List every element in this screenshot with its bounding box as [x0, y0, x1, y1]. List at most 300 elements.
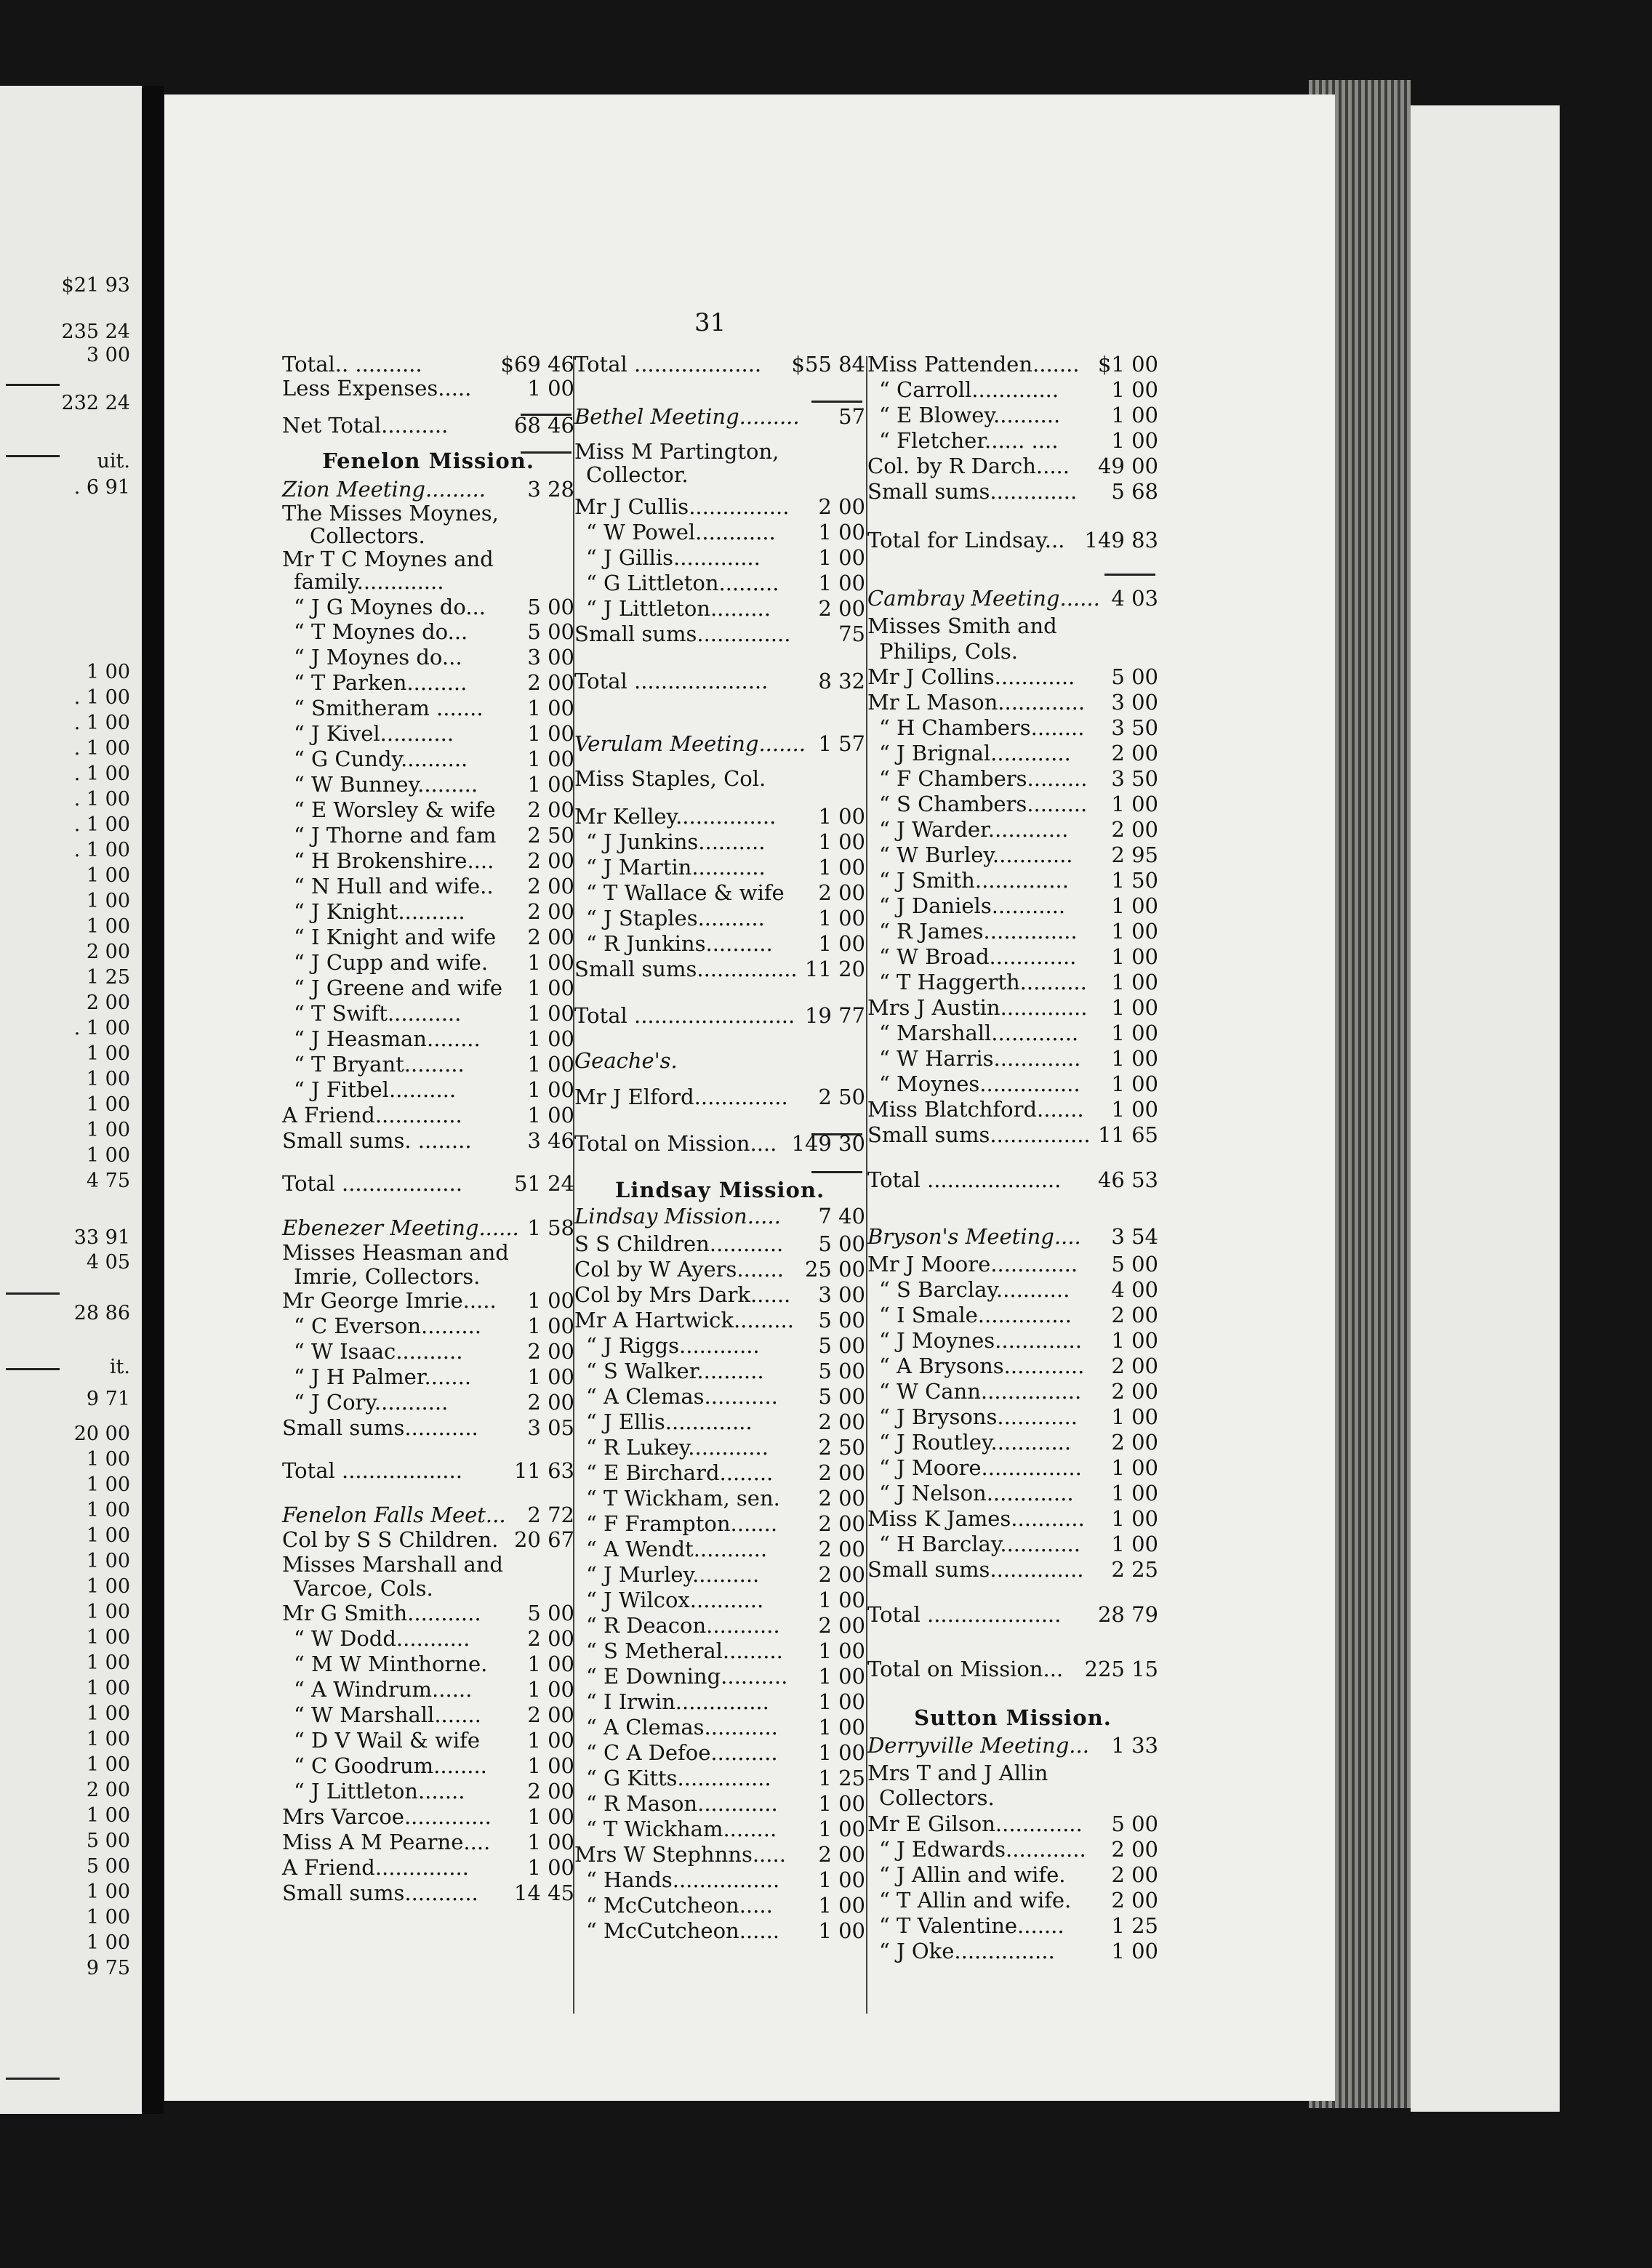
ledger-row — [574, 767, 865, 791]
entry-amount: 2 00 — [527, 848, 574, 873]
ledger-row — [867, 1889, 1158, 1913]
entry-label: “ J Murley.......... — [586, 1562, 760, 1587]
ledger-row — [282, 1856, 574, 1880]
ledger-row — [282, 414, 574, 438]
left-fragment-row — [0, 1576, 142, 1598]
ledger-row — [282, 502, 574, 526]
entry-amount: 1 00 — [527, 976, 574, 1000]
ledger-row — [574, 1792, 865, 1816]
left-fragment-text: 1 00 — [86, 1524, 130, 1547]
left-fragment-text: 1 00 — [86, 1626, 130, 1649]
total-rule — [811, 401, 862, 403]
ledger-row — [574, 1283, 865, 1307]
book-gutter — [142, 86, 164, 2114]
entry-amount: 19 77 — [804, 1003, 865, 1028]
entry-label: “ J Heasman........ — [294, 1026, 481, 1051]
ledger-row — [574, 1894, 865, 1918]
entry-amount: 2 00 — [527, 1779, 574, 1803]
entry-amount: 1 00 — [527, 1288, 574, 1313]
ledger-row — [282, 570, 574, 594]
entry-label: “ I Knight and wife — [294, 925, 497, 949]
entry-amount: 1 50 — [1111, 868, 1158, 893]
ledger-row — [867, 1558, 1158, 1582]
entry-label: “ E Blowey.......... — [879, 403, 1061, 427]
entry-amount: 2 25 — [1111, 1557, 1158, 1582]
ledger-row — [867, 454, 1158, 478]
left-fragment-text: 2 00 — [86, 941, 130, 963]
entry-label: “ S Walker.......... — [586, 1359, 764, 1383]
entry-amount: 2 00 — [527, 925, 574, 949]
entry-amount: 5 68 — [1111, 479, 1158, 504]
entry-label: Mr A Hartwick......... — [574, 1308, 794, 1332]
left-fragment-text: 1 00 — [86, 1448, 130, 1471]
entry-label: “ J Greene and wife — [294, 976, 503, 1000]
entry-label: Miss Staples, Col. — [574, 766, 766, 791]
entry-label: Total.. .......... — [282, 352, 422, 377]
entry-amount: 5 00 — [527, 1601, 574, 1625]
entry-amount: 1 00 — [818, 906, 865, 930]
ledger-row — [867, 429, 1158, 453]
ledger-row — [282, 1601, 574, 1625]
ledger-row — [282, 874, 574, 898]
ledger-row — [574, 1919, 865, 1943]
entry-label: “ W Harris............. — [879, 1046, 1081, 1071]
ledger-row — [282, 547, 574, 571]
left-fragment-row — [0, 1881, 142, 1903]
entry-amount: 1 00 — [818, 855, 865, 880]
left-fragment-text: 235 24 — [61, 321, 130, 343]
left-rule — [6, 1368, 60, 1370]
entry-label: “ J Warder............ — [879, 817, 1069, 842]
left-fragment-text: 1 00 — [86, 915, 130, 938]
entry-label: Collectors. — [879, 1785, 995, 1810]
entry-label: “ J Thorne and fam — [294, 823, 497, 848]
entry-label: “ J Staples.......... — [586, 906, 765, 930]
entry-label: “ S Barclay........... — [879, 1277, 1070, 1302]
entry-amount: 46 53 — [1097, 1167, 1158, 1192]
entry-label: Total ........................ — [574, 1003, 795, 1028]
entry-label: “ I Irwin.............. — [586, 1689, 769, 1714]
ledger-row — [282, 353, 574, 377]
entry-label: Miss A M Pearne.... — [282, 1830, 491, 1854]
left-fragment-text: uit. — [97, 450, 130, 472]
left-fragment-text: 28 86 — [73, 1302, 130, 1324]
section-heading — [282, 449, 574, 473]
ledger-row — [867, 894, 1158, 918]
entry-amount: 2 00 — [1111, 817, 1158, 842]
ledger-row — [282, 1652, 574, 1676]
entry-amount: 2 00 — [527, 1626, 574, 1651]
entry-amount: 1 00 — [818, 804, 865, 829]
entry-amount: 1 00 — [818, 571, 865, 595]
ledger-row — [282, 1754, 574, 1778]
left-fragment-text: 1 00 — [86, 864, 130, 887]
ledger-row — [867, 1863, 1158, 1887]
ledger-row — [282, 1365, 574, 1389]
ledger-row — [867, 1072, 1158, 1096]
entry-label: “ T Wallace & wife — [586, 880, 785, 905]
entry-label: A Friend............. — [282, 1103, 462, 1127]
ledger-row — [867, 945, 1158, 969]
ledger-row — [574, 1614, 865, 1638]
entry-label: Fenelon Falls Meet... — [282, 1503, 506, 1527]
entry-label: Mrs J Austin............. — [867, 995, 1088, 1020]
left-fragment-row — [0, 687, 142, 709]
ledger-row — [574, 1487, 865, 1511]
ledger-row — [867, 767, 1158, 791]
left-fragment-text: 1 00 — [86, 1728, 130, 1750]
entry-label: “ J Brysons............ — [879, 1404, 1078, 1429]
entry-amount: 57 — [838, 404, 865, 429]
ledger-row — [574, 732, 865, 756]
entry-amount: 1 58 — [527, 1215, 574, 1240]
entry-label: “ W Burley............ — [879, 843, 1073, 867]
ledger-row — [574, 1563, 865, 1587]
left-fragment-text: $21 93 — [61, 274, 130, 297]
ledger-row — [574, 520, 865, 544]
ledger-row — [282, 1078, 574, 1102]
entry-amount: 5 00 — [527, 595, 574, 619]
ledger-row — [282, 900, 574, 924]
entry-amount: 1 00 — [1111, 1481, 1158, 1505]
left-fragment-row — [0, 916, 142, 938]
entry-amount: 1 00 — [1111, 428, 1158, 453]
ledger-row — [574, 856, 865, 880]
left-fragment-text: 1 00 — [86, 1652, 130, 1674]
entry-label: “ J Cupp and wife. — [294, 950, 489, 975]
entry-amount: 1 00 — [527, 1855, 574, 1880]
entry-amount: 5 00 — [818, 1231, 865, 1256]
left-rule — [6, 1292, 60, 1295]
ledger-column-1 — [282, 353, 574, 2039]
entry-amount: 2 00 — [1111, 1862, 1158, 1887]
entry-label: Philips, Cols. — [879, 639, 1018, 664]
entry-label: “ R Lukey............ — [586, 1435, 769, 1460]
left-fragment-row — [0, 1780, 142, 1801]
left-fragment-text: 5 00 — [86, 1830, 130, 1852]
left-fragment-row — [0, 1830, 142, 1852]
entry-label: “ J Allin and wife. — [879, 1862, 1066, 1887]
ledger-column-3 — [867, 353, 1158, 2039]
left-fragment-row — [0, 789, 142, 811]
entry-amount: 1 00 — [1111, 1097, 1158, 1122]
ledger-row — [282, 925, 574, 949]
page-number: 31 — [694, 308, 726, 337]
left-fragment-text: 1 00 — [86, 1093, 130, 1116]
entry-amount: 1 00 — [527, 1364, 574, 1389]
ledger-row — [867, 716, 1158, 740]
entry-amount: 2 00 — [1111, 1379, 1158, 1404]
entry-label: “ H Barclay............ — [879, 1532, 1080, 1556]
entry-label: family............. — [294, 569, 444, 594]
ledger-row — [867, 640, 1158, 664]
entry-label: Small sums........... — [282, 1881, 478, 1905]
entry-amount: 5 00 — [1111, 1811, 1158, 1836]
entry-amount: 49 00 — [1097, 454, 1158, 478]
entry-amount: 1 00 — [527, 1026, 574, 1051]
entry-label: Miss Blatchford....... — [867, 1097, 1084, 1122]
left-fragment-text: 232 24 — [61, 392, 130, 414]
ledger-row — [867, 1812, 1158, 1836]
entry-amount: 2 00 — [527, 874, 574, 898]
entry-amount: 3 50 — [1111, 766, 1158, 791]
left-fragment-row — [0, 890, 142, 912]
total-rule — [811, 1171, 862, 1173]
entry-amount: $69 46 — [500, 352, 574, 377]
ledger-row — [867, 1456, 1158, 1480]
entry-label: Mr J Collins............ — [867, 664, 1075, 689]
left-fragment-text: 1 00 — [86, 1042, 130, 1065]
adjacent-page-fragment — [0, 86, 142, 2114]
entry-label: Geache's. — [574, 1048, 678, 1073]
entry-amount: 8 32 — [818, 669, 865, 693]
entry-amount: 1 00 — [527, 376, 574, 401]
entry-amount: 1 00 — [1111, 1046, 1158, 1071]
entry-amount: 3 28 — [527, 477, 574, 502]
entry-label: The Misses Moynes, — [282, 501, 499, 526]
entry-label: “ W Isaac.......... — [294, 1339, 463, 1364]
entry-amount: 2 00 — [527, 670, 574, 695]
entry-amount: 1 00 — [1111, 893, 1158, 918]
entry-amount: 1 00 — [527, 696, 574, 720]
left-fragment-text: 4 05 — [86, 1251, 130, 1274]
entry-label: “ N Hull and wife.. — [294, 874, 494, 898]
ledger-row — [574, 597, 865, 621]
entry-amount: 1 00 — [818, 1689, 865, 1714]
ledger-row — [574, 1690, 865, 1714]
ledger-row — [867, 1838, 1158, 1862]
entry-label: Small sums............... — [867, 1122, 1091, 1147]
entry-amount: 5 00 — [1111, 1252, 1158, 1276]
left-fragment-row — [0, 1145, 142, 1167]
entry-amount: 2 00 — [818, 1410, 865, 1434]
entry-label: “ E Downing.......... — [586, 1664, 788, 1689]
entry-amount: 1 00 — [527, 1103, 574, 1127]
entry-label: “ J Brignal............ — [879, 741, 1071, 765]
entry-amount: 2 00 — [818, 596, 865, 621]
mission-heading: Lindsay Mission. — [614, 1178, 825, 1202]
left-fragment-row — [0, 1252, 142, 1274]
left-fragment-row — [0, 1388, 142, 1410]
entry-label: “ J Daniels........... — [879, 893, 1066, 918]
entry-label: Miss Pattenden....... — [867, 352, 1080, 377]
left-fragment-row — [0, 1729, 142, 1750]
ledger-row — [867, 869, 1158, 893]
ledger-row — [574, 805, 865, 829]
entry-amount: 51 24 — [513, 1171, 574, 1196]
ledger-row — [282, 1053, 574, 1077]
entry-amount: 1 00 — [818, 520, 865, 544]
entry-label: Cambray Meeting...... — [867, 586, 1100, 611]
entry-label: Miss M Partington, — [574, 439, 779, 464]
ledger-row — [574, 1843, 865, 1867]
ledger-row — [867, 1657, 1158, 1681]
entry-amount: 25 00 — [804, 1257, 865, 1282]
ledger-row — [282, 1027, 574, 1051]
left-fragment-text: 1 00 — [86, 1931, 130, 1954]
entry-label: “ J Knight.......... — [294, 899, 465, 924]
entry-amount: 20 67 — [513, 1527, 574, 1552]
ledger-row — [867, 1278, 1158, 1302]
ledger-row — [867, 1761, 1158, 1785]
entry-label: Mr J Cullis............... — [574, 494, 790, 519]
left-fragment-row — [0, 1932, 142, 1954]
entry-label: Imrie, Collectors. — [294, 1264, 481, 1289]
entry-label: S S Children........... — [574, 1231, 784, 1256]
left-fragment-text: 1 00 — [86, 1677, 130, 1700]
left-fragment-text: 1 00 — [86, 661, 130, 683]
left-fragment-row — [0, 865, 142, 887]
entry-label: “ T Moynes do... — [294, 619, 468, 644]
left-fragment-row — [0, 1043, 142, 1065]
ledger-row — [867, 792, 1158, 816]
entry-amount: 75 — [838, 622, 865, 646]
entry-label: “ J Nelson............. — [879, 1481, 1074, 1505]
entry-label: “ E Worsley & wife — [294, 797, 496, 822]
ledger-row — [282, 1528, 574, 1552]
left-fragment-text: 1 00 — [86, 1550, 130, 1572]
ledger-row — [282, 1216, 574, 1240]
entry-label: “ J H Palmer....... — [294, 1364, 472, 1389]
entry-amount: 2 00 — [818, 1562, 865, 1587]
ledger-row — [867, 378, 1158, 402]
ledger-row — [574, 932, 865, 956]
entry-amount: 5 00 — [818, 1384, 865, 1409]
entry-amount: 3 46 — [527, 1128, 574, 1153]
entry-amount: 1 00 — [818, 1664, 865, 1689]
entry-amount: 2 00 — [818, 1460, 865, 1485]
entry-amount: 1 00 — [527, 950, 574, 975]
ledger-row — [867, 970, 1158, 994]
entry-amount: 3 00 — [527, 645, 574, 669]
entry-amount: 3 00 — [818, 1282, 865, 1307]
entry-label: Mrs W Stephnns..... — [574, 1842, 786, 1867]
left-fragment-row — [0, 1703, 142, 1725]
entry-amount: 1 00 — [1111, 1328, 1158, 1353]
entry-amount: 1 00 — [527, 1804, 574, 1829]
entry-label: “ R James.............. — [879, 919, 1078, 944]
entry-label: “ C A Defoe.......... — [586, 1740, 778, 1765]
entry-label: “ W Powel............ — [586, 520, 776, 544]
entry-label: “ T Bryant......... — [294, 1052, 465, 1077]
left-fragment-row — [0, 992, 142, 1014]
entry-label: “ J Junkins.......... — [586, 829, 766, 854]
entry-amount: 225 15 — [1084, 1657, 1158, 1681]
ledger-row — [282, 1289, 574, 1313]
entry-label: “ J Moynes............. — [879, 1328, 1082, 1353]
entry-amount: 1 00 — [1111, 944, 1158, 969]
left-fragment-text: 1 00 — [86, 1601, 130, 1623]
entry-label: Total on Mission.... — [574, 1131, 777, 1156]
entry-amount: 68 46 — [513, 413, 574, 438]
entry-amount: 2 00 — [527, 1390, 574, 1415]
left-rule — [6, 455, 60, 457]
left-fragment-row — [0, 1678, 142, 1700]
entry-amount: 1 00 — [527, 772, 574, 797]
left-fragment-row — [0, 1652, 142, 1674]
ledger-row — [867, 1303, 1158, 1327]
left-fragment-text: . 1 00 — [73, 686, 130, 709]
ledger-row — [574, 830, 865, 854]
ledger-row — [282, 747, 574, 771]
entry-label: “ S Metheral......... — [586, 1638, 783, 1663]
entry-amount: 3 54 — [1111, 1224, 1158, 1249]
left-fragment-text: . 1 00 — [73, 788, 130, 811]
entry-label: “ Smitheram ....... — [294, 696, 484, 720]
left-fragment-text: 1 00 — [86, 1473, 130, 1496]
ledger-row — [282, 722, 574, 746]
entry-amount: 1 00 — [1111, 1021, 1158, 1045]
ledger-row — [282, 1780, 574, 1803]
ledger-row — [867, 818, 1158, 842]
entry-amount: 2 00 — [818, 1486, 865, 1511]
entry-label: Col by W Ayers....... — [574, 1257, 784, 1282]
entry-amount: 1 00 — [1111, 970, 1158, 994]
left-fragment-text: . 1 00 — [73, 737, 130, 760]
left-fragment-row — [0, 738, 142, 760]
entry-label: “ J Moynes do... — [294, 645, 462, 669]
left-fragment-row — [0, 967, 142, 989]
ledger-row — [282, 377, 574, 401]
ledger-row — [282, 1627, 574, 1651]
entry-amount: 2 00 — [818, 1613, 865, 1638]
entry-amount: 149 30 — [791, 1131, 865, 1156]
left-fragment-row — [0, 1525, 142, 1547]
ledger-row — [574, 495, 865, 519]
entry-label: “ Carroll............. — [879, 377, 1059, 402]
entry-amount: 7 40 — [818, 1204, 865, 1228]
entry-label: “ I Smale.............. — [879, 1303, 1072, 1327]
entry-amount: 1 00 — [527, 1077, 574, 1102]
ledger-row — [282, 1553, 574, 1577]
entry-amount: 11 63 — [513, 1458, 574, 1483]
entry-label: “ W Marshall....... — [294, 1702, 481, 1727]
entry-amount: 2 00 — [1111, 1888, 1158, 1913]
ledger-row — [282, 951, 574, 975]
left-fragment-row — [0, 1627, 142, 1649]
entry-amount: 5 00 — [527, 619, 574, 644]
left-fragment-row — [0, 1754, 142, 1776]
ledger-row — [282, 646, 574, 669]
ledger-row — [574, 1308, 865, 1332]
ledger-row — [574, 1410, 865, 1434]
left-fragment-text: . 1 00 — [73, 813, 130, 836]
ledger-row — [574, 1461, 865, 1485]
entry-label: Mr G Smith........... — [282, 1601, 481, 1625]
entry-label: “ M W Minthorne. — [294, 1652, 488, 1676]
left-fragment-text: 1 00 — [86, 1906, 130, 1929]
ledger-row — [574, 440, 865, 464]
entry-amount: 1 00 — [1111, 1404, 1158, 1429]
ledger-row — [574, 353, 865, 377]
entry-amount: 1 25 — [1111, 1913, 1158, 1938]
ledger-row — [282, 1805, 574, 1829]
left-fragment-row — [0, 477, 142, 499]
ledger-row — [574, 1205, 865, 1228]
entry-label: Collector. — [586, 462, 689, 487]
left-fragment-row — [0, 662, 142, 683]
entry-label: Small sums........... — [282, 1415, 478, 1440]
ledger-row — [574, 1868, 865, 1892]
ledger-row — [867, 353, 1158, 377]
entry-label: “ T Haggerth.......... — [879, 970, 1087, 994]
ledger-row — [574, 1588, 865, 1612]
entry-amount: 2 00 — [1111, 741, 1158, 765]
entry-amount: 1 00 — [527, 747, 574, 771]
entry-amount: 2 00 — [818, 1511, 865, 1536]
entry-label: “ D V Wail & wife — [294, 1728, 481, 1753]
ledger-row — [574, 1639, 865, 1663]
